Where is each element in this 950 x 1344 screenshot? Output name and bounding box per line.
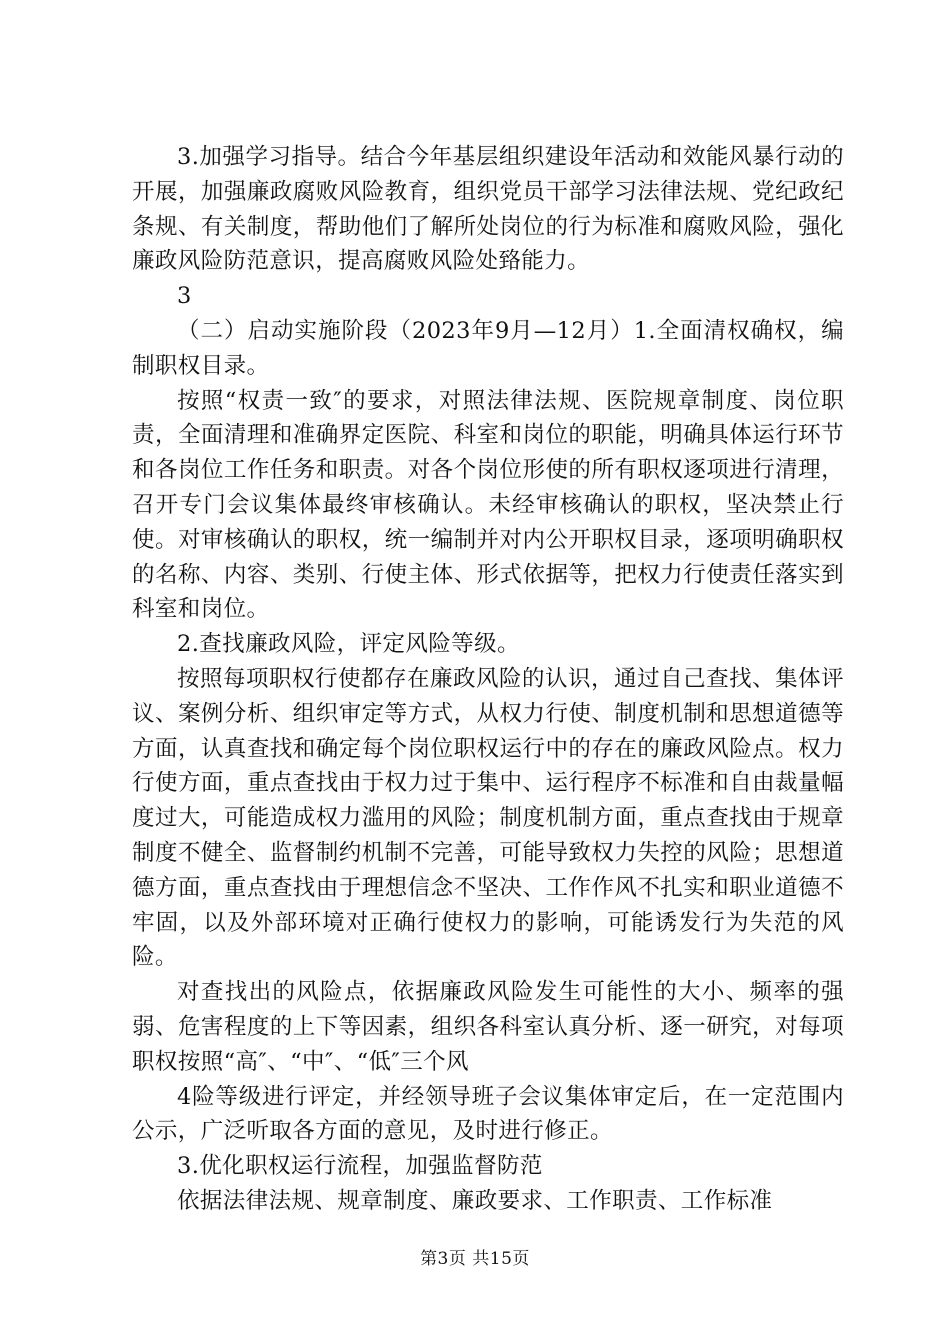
paragraph-clear-powers: 按照“权责一致″的要求，对照法律法规、医院规章制度、岗位职责，全面清理和准确界定医院、科室和岗位的职能，明确具体运行环节和各岗位工作任务和职责。对各个岗位形使的所有职权逐项进行清理，召开专门会议集体最终审核确认。未经审核确认的职权，坚决禁止行使。对审核确认的职权，统一编制并对内公开职权目录，逐项明确职权的名称、内容、类别、行使主体、形式依据等，把权力行使责任落实到科室和岗位。 [132,387,844,623]
page-number-label: 第3页 共15页 [420,1249,530,1269]
subheading-optimize-process: 3.优化职权运行流程，加强监督防范 [177,1153,543,1180]
paragraph-risk-grading-continued: 4险等级进行评定，并经领导班子会议集体审定后，在一定范围内公示，广泛听取各方面的意见，及时进行修正。 [132,1083,844,1145]
paragraph-study-guidance: 3.加强学习指导。结合今年基层组织建设年活动和效能风暴行动的开展，加强廉政腐败风险教育，组织党员干部学习法律法规、党纪政纪条规、有关制度，帮助他们了解所处岗位的行为标准和腐败风险，强化廉政风险防范意识，提高腐败风险处臵能力。 [132,144,844,275]
paragraph-find-risks: 按照每项职权行使都存在廉政风险的认识，通过自己查找、集体评议、案例分析、组织审定等方式，从权力行使、制度机制和思想道德等方面，认真查找和确定每个岗位职权运行中的存在的廉政风险点。权力行使方面，重点查找由于权力过于集中、运行程序不标准和自由裁量幅度过大，可能造成权力滥用的风险；制度机制方面，重点查找由于规章制度不健全、监督制约机制不完善，可能导致权力失控的风险；思想道德方面，重点查找由于理想信念不坚决、工作作风不扎实和职业道德不牢固，以及外部环境对正确行使权力的影响，可能诱发行为失范的风险。 [132,665,844,971]
paragraph-optimize-process: 依据法律法规、规章制度、廉政要求、工作职责、工作标准 [177,1187,773,1214]
document-body [132,140,844,1219]
page-footer [0,1248,950,1270]
paragraph-risk-grading: 对查找出的风险点，依据廉政风险发生可能性的大小、频率的强弱、危害程度的上下等因素，组织各科室认真分析、逐一研究，对每项职权按照“高″、“中″、“低″三个风 [132,979,844,1075]
section-heading-implementation-stage: （二）启动实施阶段（2023年9月—12月）1.全面清权确权，编制职权目录。 [132,317,844,379]
subheading-find-risks: 2.查找廉政风险，评定风险等级。 [177,631,520,658]
inline-page-marker: 3 [177,283,192,310]
